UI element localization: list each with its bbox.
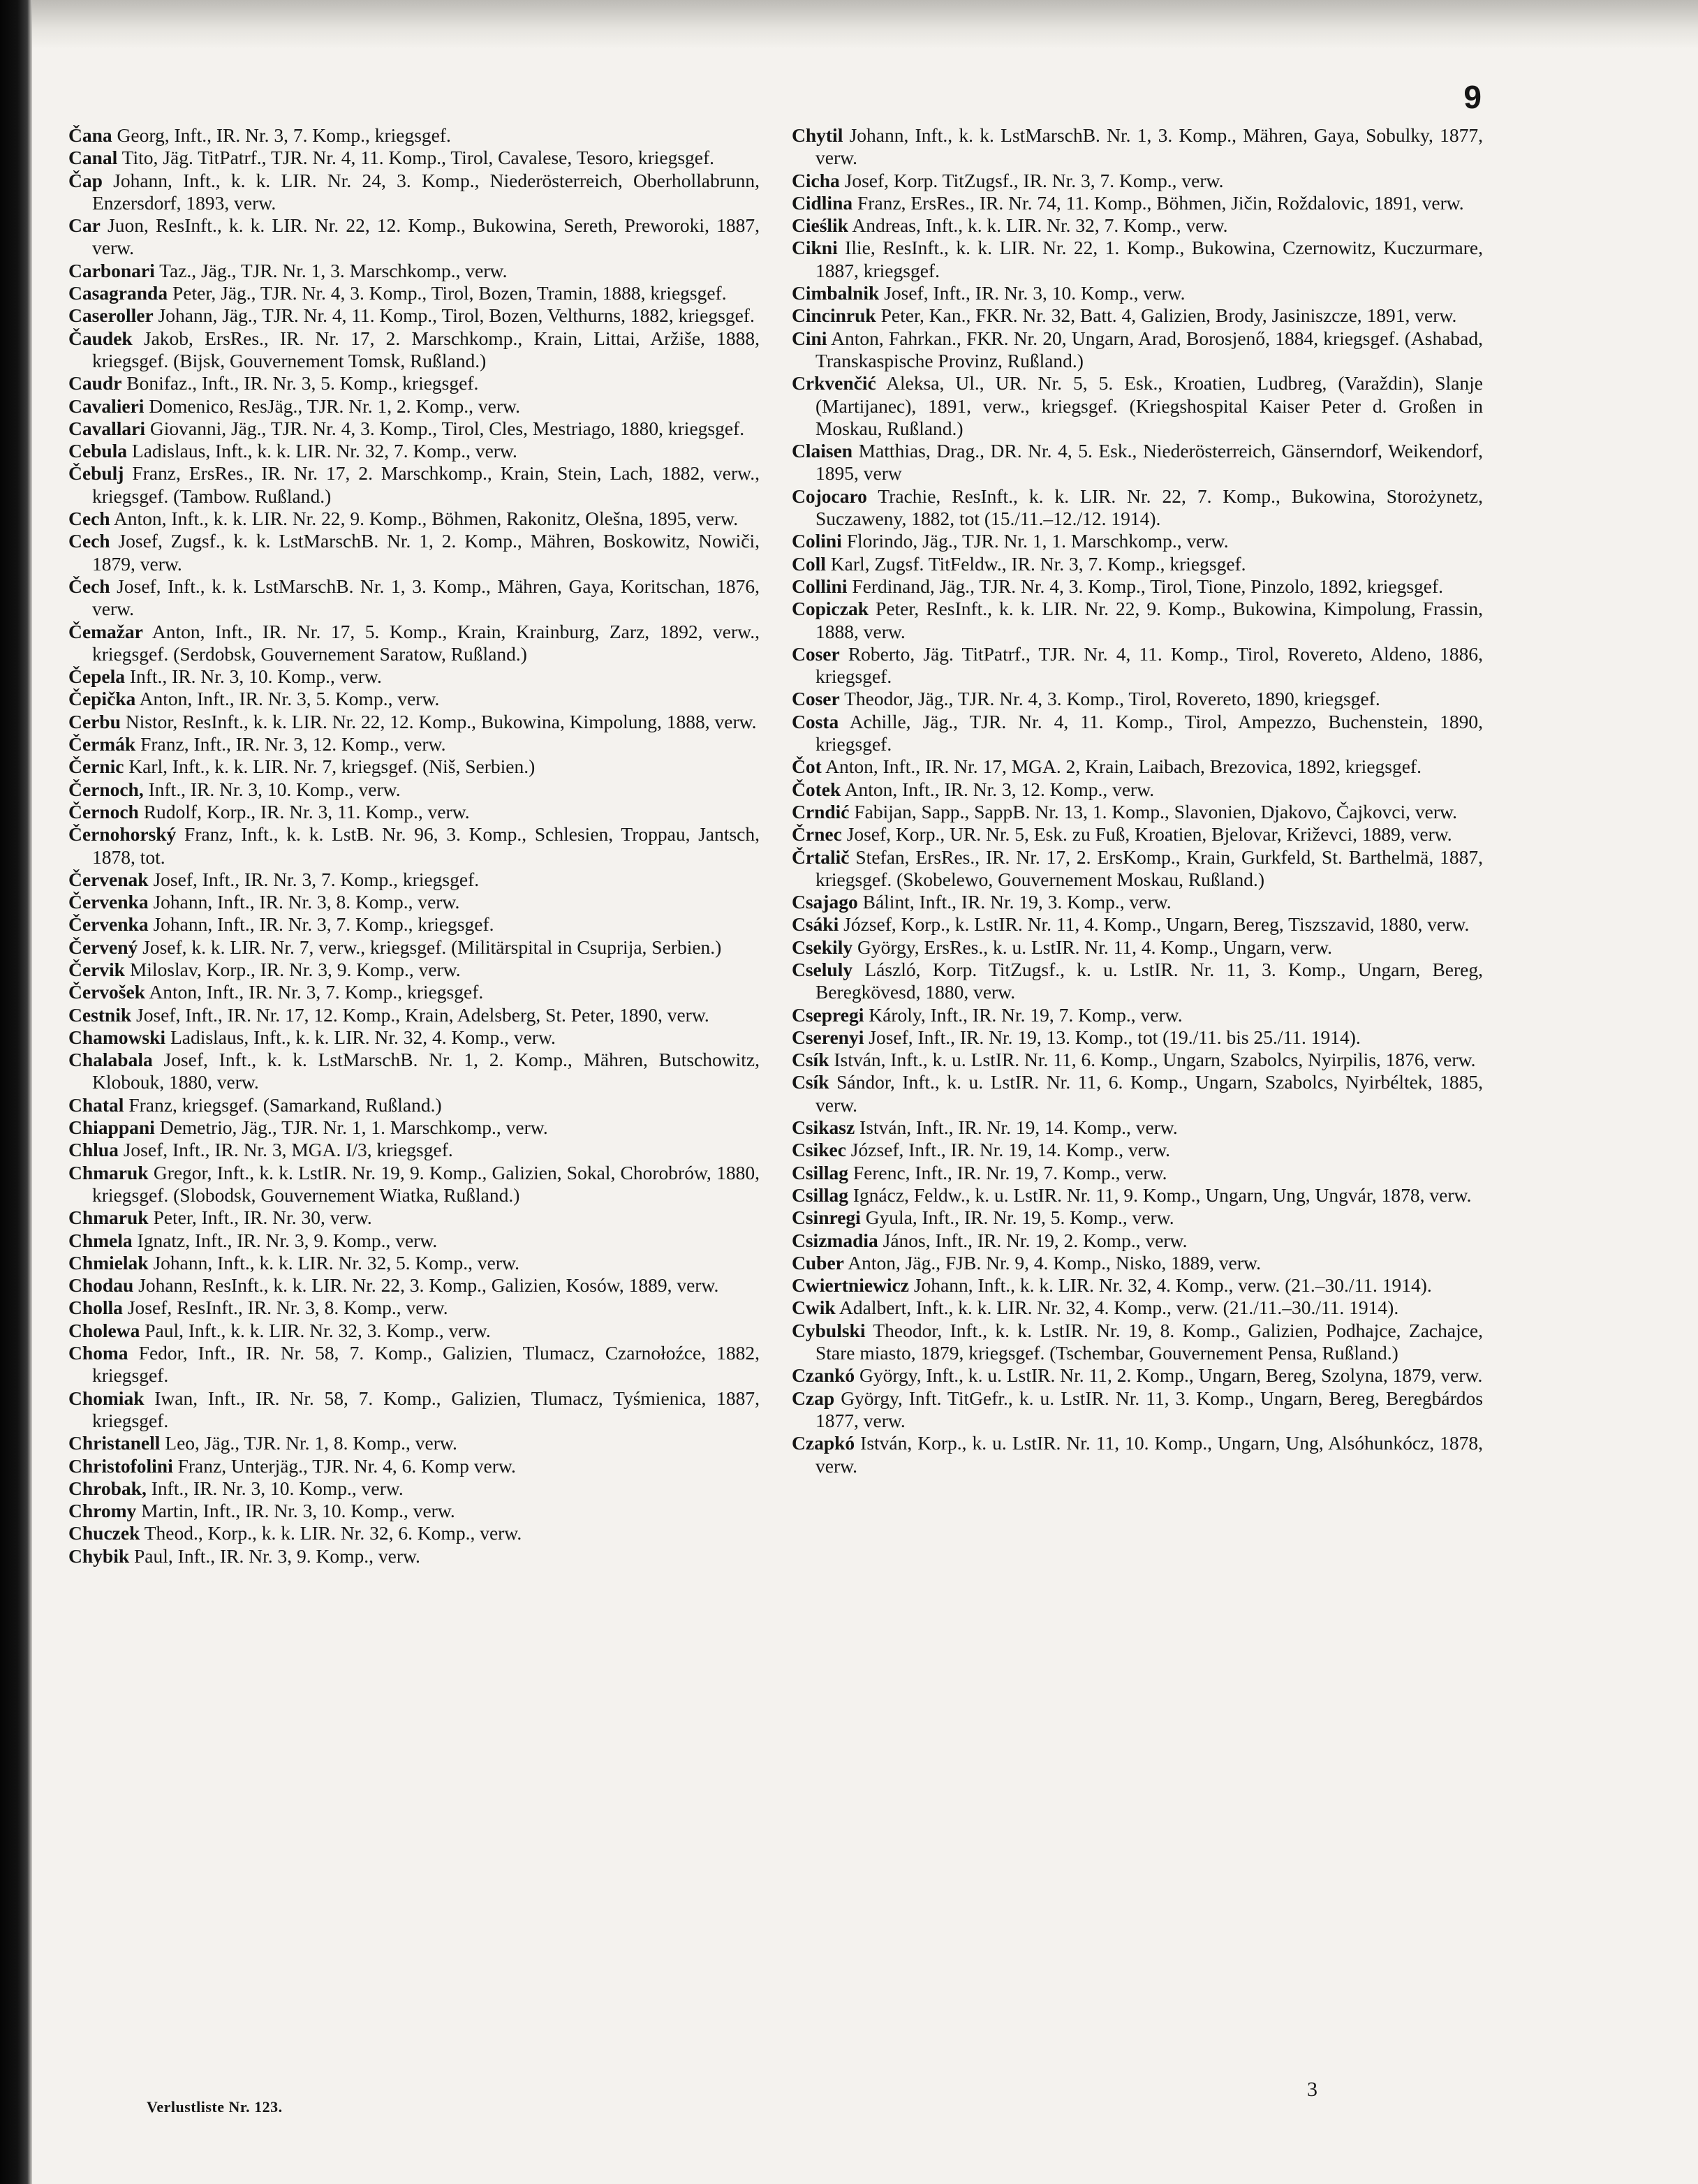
casualty-entry <box>792 688 1483 710</box>
casualty-entry <box>792 237 1483 282</box>
entry-surname: Caudr <box>68 372 122 394</box>
entry-surname: Červený <box>68 936 138 958</box>
casualty-entry <box>792 1252 1483 1274</box>
entry-surname: Csikec <box>792 1139 846 1161</box>
casualty-entry <box>68 1522 760 1544</box>
casualty-entry <box>792 1049 1483 1071</box>
casualty-entry <box>68 147 760 169</box>
footer-signature: 3 <box>1307 2078 1317 2101</box>
entry-surname: Čotek <box>792 778 841 800</box>
entry-surname: Črnec <box>792 823 842 846</box>
casualty-entry <box>68 801 760 823</box>
casualty-entry <box>68 260 760 282</box>
entry-surname: Csizmadia <box>792 1229 878 1251</box>
casualty-entry <box>68 124 760 147</box>
casualty-entry <box>68 1342 760 1387</box>
entry-details: Fabijan, Sapp., SappB. Nr. 13, 1. Komp., Slavonien, Djakovo, Čajkovci, verw. <box>849 800 1457 822</box>
entry-details: István, Inft., IR. Nr. 19, 14. Komp., verw. <box>855 1116 1178 1139</box>
casualty-entry <box>792 711 1483 756</box>
entry-surname: Chmela <box>68 1229 133 1251</box>
casualty-entry <box>792 1207 1483 1229</box>
entry-surname: Čech <box>68 575 110 597</box>
casualty-entry <box>792 124 1483 170</box>
casualty-entry <box>68 214 760 260</box>
entry-details: Johann, Inft., k. k. LIR. Nr. 32, 5. Komp., verw. <box>148 1251 519 1274</box>
casualty-entry <box>792 1387 1483 1433</box>
casualty-entry <box>68 891 760 913</box>
entry-details: Andreas, Inft., k. k. LIR. Nr. 32, 7. Komp., verw. <box>848 214 1228 237</box>
entry-details: Rudolf, Korp., IR. Nr. 3, 11. Komp., verw. <box>138 800 470 822</box>
entry-surname: Cieślik <box>792 214 848 237</box>
entry-details: Martin, Inft., IR. Nr. 3, 10. Komp., verw. <box>136 1500 455 1522</box>
entry-surname: Chomiak <box>68 1387 145 1409</box>
entry-surname: Čaudek <box>68 327 133 349</box>
entry-surname: Coll <box>792 552 826 575</box>
casualty-entry <box>792 1071 1483 1116</box>
casualty-entry <box>792 170 1483 192</box>
entry-surname: Chlua <box>68 1139 119 1161</box>
entry-details: Aleksa, Ul., UR. Nr. 5, 5. Esk., Kroatien, Ludbreg, (Varaždin), Slanje (Martijanec), 1891, verw., kriegsgef. (Kriegshospital Kaiser Peter d. Großen in Moskau, Rußland.) <box>815 372 1483 439</box>
casualty-entry <box>792 598 1483 643</box>
entry-details: Gyula, Inft., IR. Nr. 19, 5. Komp., verw. <box>860 1207 1174 1229</box>
entry-details: Paul, Inft., k. k. LIR. Nr. 32, 3. Komp., verw. <box>140 1319 491 1341</box>
entry-details: Stefan, ErsRes., IR. Nr. 17, 2. ErsKomp., Krain, Gurkfeld, St. Barthelmä, 1887, kriegsgef. (Skobelewo, Gouvernement Moskau, Rußland.) <box>815 846 1483 890</box>
entry-details: Peter, Kan., FKR. Nr. 32, Batt. 4, Galizien, Brody, Jasiniszcze, 1891, verw. <box>876 304 1457 327</box>
entry-surname: Caseroller <box>68 304 154 327</box>
entry-surname: Cestnik <box>68 1003 132 1026</box>
scan-dark-edge <box>0 0 32 2184</box>
casualty-entry <box>68 440 760 462</box>
entry-surname: Černic <box>68 755 124 778</box>
casualty-entry <box>792 1274 1483 1297</box>
entry-details: Johann, ResInft., k. k. LIR. Nr. 22, 3. Komp., Galizien, Kosów, 1889, verw. <box>133 1274 719 1297</box>
entry-details: József, Korp., k. LstIR. Nr. 11, 4. Komp., Ungarn, Bereg, Tiszszavid, 1880, verw. <box>839 913 1470 936</box>
entry-details: Taz., Jäg., TJR. Nr. 1, 3. Marschkomp., verw. <box>154 259 508 281</box>
entry-details: Johann, Inft., k. k. LIR. Nr. 24, 3. Komp., Niederösterreich, Oberhollabrunn, Enzersdorf, 1893, verw. <box>92 169 760 214</box>
entry-surname: Csepregi <box>792 1003 864 1026</box>
entry-surname: Čebulj <box>68 462 124 485</box>
entry-details: Károly, Inft., IR. Nr. 19, 7. Komp., verw. <box>864 1003 1183 1026</box>
casualty-entry <box>792 959 1483 1004</box>
entry-surname: Čemažar <box>68 620 143 642</box>
entry-surname: Cwik <box>792 1297 836 1319</box>
entry-details: Georg, Inft., IR. Nr. 3, 7. Komp., kriegsgef. <box>112 124 451 146</box>
entry-details: Franz, kriegsgef. (Samarkand, Rußland.) <box>124 1093 442 1116</box>
entry-details: Peter, Jäg., TJR. Nr. 4, 3. Komp., Tirol, Bozen, Tramin, 1888, kriegsgef. <box>168 282 727 304</box>
casualty-entry <box>68 1274 760 1297</box>
entry-surname: Crndić <box>792 800 850 822</box>
casualty-entry <box>68 823 760 869</box>
entry-details: Karl, Inft., k. k. LIR. Nr. 7, kriegsgef. (Niš, Serbien.) <box>124 755 536 778</box>
entry-details: Johann, Inft., IR. Nr. 3, 8. Komp., verw. <box>148 891 460 913</box>
entry-details: Josef, Zugsf., k. k. LstMarschB. Nr. 1, 2. Komp., Mähren, Boskowitz, Nowiči, 1879, verw. <box>92 530 760 575</box>
casualty-entry <box>792 891 1483 913</box>
entry-details: Franz, Inft., k. k. LstB. Nr. 96, 3. Komp., Schlesien, Troppau, Jantsch, 1878, tot. <box>92 823 760 868</box>
entry-surname: Casagranda <box>68 282 168 304</box>
entry-details: Ilie, ResInft., k. k. LIR. Nr. 22, 1. Komp., Bukowina, Czernowitz, Kuczurmare, 1887, kriegsgef. <box>815 237 1483 281</box>
entry-surname: Chrobak, <box>68 1477 147 1499</box>
casualty-entry <box>68 1252 760 1274</box>
entry-details: Anton, Inft., IR. Nr. 3, 5. Komp., verw. <box>135 688 440 710</box>
entry-surname: Chybik <box>68 1544 130 1567</box>
entry-details: Gregor, Inft., k. k. LstIR. Nr. 19, 9. Komp., Galizien, Sokal, Chorobrów, 1880, kriegsgef. (Slobodsk, Gouvernement Wiatka, Rußland.) <box>92 1161 760 1206</box>
entry-details: Inft., IR. Nr. 3, 10. Komp., verw. <box>124 665 382 688</box>
casualty-entry <box>68 621 760 666</box>
casualty-entry <box>68 327 760 373</box>
entry-surname: Chmielak <box>68 1251 149 1274</box>
scan-top-shadow <box>32 0 1698 49</box>
footer-list-number: Verlustliste Nr. 123. <box>147 2098 283 2116</box>
casualty-entry <box>68 170 760 215</box>
entry-details: Leo, Jäg., TJR. Nr. 1, 8. Komp., verw. <box>160 1432 457 1454</box>
casualty-entry <box>68 1500 760 1522</box>
entry-details: József, Inft., IR. Nr. 19, 14. Komp., verw. <box>846 1139 1171 1161</box>
entry-details: Iwan, Inft., IR. Nr. 58, 7. Komp., Galizien, Tlumacz, Tyśmienica, 1887, kriegsgef. <box>92 1387 760 1431</box>
casualty-entry <box>792 304 1483 327</box>
entry-surname: Červik <box>68 958 125 980</box>
casualty-entry <box>68 1545 760 1567</box>
casualty-entry <box>68 575 760 621</box>
entry-details: Paul, Inft., IR. Nr. 3, 9. Komp., verw. <box>129 1544 420 1567</box>
entry-details: Franz, ErsRes., IR. Nr. 17, 2. Marschkomp., Krain, Stein, Lach, 1882, verw., kriegsgef. (Tambow. Rußland.) <box>92 462 760 507</box>
entry-surname: Csík <box>792 1049 829 1071</box>
entry-details: István, Inft., k. u. LstIR. Nr. 11, 6. Komp., Ungarn, Szabolcs, Nyirpilis, 1876, verw. <box>829 1049 1476 1071</box>
casualty-entry <box>792 530 1483 552</box>
casualty-entry <box>792 936 1483 959</box>
entry-surname: Černohorský <box>68 823 177 846</box>
casualty-entry <box>68 1320 760 1342</box>
entry-details: Johann, Inft., k. k. LIR. Nr. 32, 4. Komp., verw. (21.–30./11. 1914). <box>908 1274 1432 1297</box>
casualty-entry <box>792 1026 1483 1049</box>
casualty-entry <box>68 304 760 327</box>
entry-surname: Canal <box>68 147 118 169</box>
entry-surname: Cebula <box>68 440 128 462</box>
entry-surname: Cincinruk <box>792 304 876 327</box>
casualty-entry <box>68 508 760 530</box>
entry-details: Ladislaus, Inft., k. k. LIR. Nr. 32, 4. Komp., verw. <box>165 1026 556 1048</box>
casualty-entry <box>792 214 1483 237</box>
casualty-entry <box>68 779 760 801</box>
casualty-entry <box>792 372 1483 440</box>
casualty-entry <box>792 1364 1483 1387</box>
entry-surname: Cerbu <box>68 710 121 732</box>
entry-surname: Collini <box>792 575 848 597</box>
entry-surname: Črtalič <box>792 846 850 868</box>
entry-surname: Coser <box>792 688 840 710</box>
entry-details: Adalbert, Inft., k. k. LIR. Nr. 32, 4. Komp., verw. (21./11.–30./11. 1914). <box>835 1297 1399 1319</box>
entry-surname: Cavallari <box>68 417 145 439</box>
casualty-entry <box>68 1387 760 1433</box>
casualty-entry <box>792 1320 1483 1365</box>
right-column <box>792 124 1483 1477</box>
entry-surname: Cini <box>792 327 827 349</box>
entry-details: Franz, Inft., IR. Nr. 3, 12. Komp., verw. <box>135 733 446 755</box>
entry-surname: Copiczak <box>792 598 869 620</box>
entry-surname: Cikni <box>792 237 838 259</box>
left-column <box>68 124 760 1567</box>
entry-details: Theod., Korp., k. k. LIR. Nr. 32, 6. Komp., verw. <box>140 1522 522 1544</box>
entry-surname: Chatal <box>68 1093 124 1116</box>
entry-details: Peter, Inft., IR. Nr. 30, verw. <box>148 1207 372 1229</box>
page-number: 9 <box>1463 79 1482 115</box>
entry-details: Anton, Inft., IR. Nr. 17, 5. Komp., Krain, Krainburg, Zarz, 1892, verw., kriegsgef. (Serdobsk, Gouvernement Saratow, Rußland.) <box>92 620 760 665</box>
entry-surname: Chamowski <box>68 1026 166 1048</box>
entry-details: Anton, Fahrkan., FKR. Nr. 20, Ungarn, Arad, Borosjenő, 1884, kriegsgef. (Ashabad, Transkaspische Provinz, Rußland.) <box>815 327 1483 371</box>
entry-surname: Csikasz <box>792 1116 855 1139</box>
entry-surname: Čepela <box>68 665 125 688</box>
entry-surname: Červenak <box>68 868 149 890</box>
entry-details: Karl, Zugsf. TitFeldw., IR. Nr. 3, 7. Komp., kriegsgef. <box>825 552 1246 575</box>
entry-details: Juon, ResInft., k. k. LIR. Nr. 22, 12. Komp., Bukowina, Sereth, Preworoki, 1887, verw. <box>92 214 760 259</box>
entry-details: Anton, Inft., IR. Nr. 3, 7. Komp., kriegsgef. <box>145 981 484 1003</box>
casualty-entry <box>68 1230 760 1252</box>
entry-details: Bálint, Inft., IR. Nr. 19, 3. Komp., verw. <box>857 891 1172 913</box>
casualty-entry <box>68 1004 760 1026</box>
entry-details: Tito, Jäg. TitPatrf., TJR. Nr. 4, 11. Komp., Tirol, Cavalese, Tesoro, kriegsgef. <box>117 147 715 169</box>
entry-surname: Chalabala <box>68 1049 153 1071</box>
entry-details: Franz, Unterjäg., TJR. Nr. 4, 6. Komp verw. <box>172 1454 516 1477</box>
entry-details: Inft., IR. Nr. 3, 10. Komp., verw. <box>143 778 401 800</box>
entry-surname: Colini <box>792 530 842 552</box>
casualty-entry <box>792 553 1483 575</box>
entry-details: Josef, Inft., IR. Nr. 3, MGA. I/3, kriegsgef. <box>118 1139 453 1161</box>
entry-surname: Cseluly <box>792 958 853 980</box>
entry-details: Johann, Inft., k. k. LstMarschB. Nr. 1, 3. Komp., Mähren, Gaya, Sobulky, 1877, verw. <box>815 124 1483 169</box>
entry-details: Ignatz, Inft., IR. Nr. 3, 9. Komp., verw. <box>132 1229 438 1251</box>
entry-surname: Csík <box>792 1071 829 1093</box>
casualty-entry <box>792 823 1483 846</box>
casualty-entry <box>792 327 1483 373</box>
entry-details: Matthias, Drag., DR. Nr. 4, 5. Esk., Niederösterreich, Gänserndorf, Weikendorf, 1895, verw <box>815 440 1483 485</box>
entry-details: Sándor, Inft., k. u. LstIR. Nr. 11, 6. Komp., Ungarn, Szabolcs, Nyirbéltek, 1885, verw. <box>815 1071 1483 1116</box>
entry-surname: Costa <box>792 710 839 732</box>
casualty-entry <box>792 913 1483 936</box>
entry-surname: Chmaruk <box>68 1207 149 1229</box>
entry-surname: Cavalieri <box>68 394 145 417</box>
entry-surname: Chodau <box>68 1274 134 1297</box>
entry-surname: Choma <box>68 1342 128 1364</box>
entry-surname: Chytil <box>792 124 843 146</box>
entry-surname: Chromy <box>68 1500 137 1522</box>
casualty-entry <box>68 981 760 1003</box>
casualty-entry <box>792 575 1483 598</box>
entry-surname: Csinregi <box>792 1207 861 1229</box>
casualty-entry <box>792 1184 1483 1207</box>
casualty-entry <box>792 643 1483 688</box>
entry-surname: Car <box>68 214 101 237</box>
entry-details: Bonifaz., Inft., IR. Nr. 3, 5. Komp., kriegsgef. <box>121 372 479 394</box>
casualty-entry <box>68 1094 760 1116</box>
entry-details: Anton, Inft., IR. Nr. 3, 12. Komp., verw. <box>841 778 1155 800</box>
casualty-entry <box>68 755 760 778</box>
entry-surname: Chuczek <box>68 1522 140 1544</box>
casualty-entry <box>792 192 1483 214</box>
entry-details: Anton, Jäg., FJB. Nr. 9, 4. Komp., Nisko, 1889, verw. <box>843 1251 1261 1274</box>
entry-surname: Carbonari <box>68 259 155 281</box>
entry-surname: Cicha <box>792 169 840 191</box>
entry-surname: Čepička <box>68 688 136 710</box>
casualty-entry <box>68 733 760 755</box>
entry-details: Johann, Inft., IR. Nr. 3, 7. Komp., kriegsgef. <box>148 913 494 936</box>
entry-details: Josef, Inft., IR. Nr. 3, 7. Komp., kriegsgef. <box>148 868 480 890</box>
entry-details: János, Inft., IR. Nr. 19, 2. Komp., verw. <box>878 1229 1188 1251</box>
entry-surname: Coser <box>792 642 840 665</box>
entry-details: Roberto, Jäg. TitPatrf., TJR. Nr. 4, 11. Komp., Tirol, Rovereto, Aldeno, 1886, kriegsgef. <box>815 642 1483 688</box>
entry-details: Josef, Korp. TitZugsf., IR. Nr. 3, 7. Komp., verw. <box>839 169 1224 191</box>
entry-details: Inft., IR. Nr. 3, 10. Komp., verw. <box>146 1477 404 1499</box>
casualty-entry <box>68 1432 760 1454</box>
casualty-entry <box>792 846 1483 892</box>
entry-surname: Christofolini <box>68 1454 173 1477</box>
entry-surname: Cuber <box>792 1251 844 1274</box>
entry-surname: Chmaruk <box>68 1161 149 1183</box>
casualty-entry <box>68 1116 760 1139</box>
casualty-entry <box>68 1207 760 1229</box>
entry-surname: Csáki <box>792 913 839 936</box>
casualty-entry <box>792 1116 1483 1139</box>
entry-surname: Christanell <box>68 1432 161 1454</box>
entry-surname: Černoch, <box>68 778 144 800</box>
entry-details: Giovanni, Jäg., TJR. Nr. 4, 3. Komp., Tirol, Cles, Mestriago, 1880, kriegsgef. <box>145 417 745 439</box>
casualty-entry <box>68 1477 760 1500</box>
entry-details: Anton, Inft., k. k. LIR. Nr. 22, 9. Komp., Böhmen, Rakonitz, Olešna, 1895, verw. <box>110 508 739 530</box>
entry-details: Ladislaus, Inft., k. k. LIR. Nr. 32, 7. Komp., verw. <box>127 440 517 462</box>
entry-details: Josef, Inft., k. k. LstMarschB. Nr. 1, 3. Komp., Mähren, Gaya, Koritschan, 1876, verw. <box>92 575 760 620</box>
entry-surname: Chiappani <box>68 1116 155 1139</box>
entry-details: Josef, Inft., IR. Nr. 3, 10. Komp., verw. <box>879 282 1186 304</box>
casualty-entry <box>792 779 1483 801</box>
entry-details: Josef, Korp., UR. Nr. 5, Esk. zu Fuß, Kroatien, Bjelovar, Križevci, 1889, verw. <box>841 823 1452 846</box>
entry-surname: Cholla <box>68 1297 123 1319</box>
entry-details: Domenico, ResJäg., TJR. Nr. 1, 2. Komp., verw. <box>144 394 520 417</box>
entry-surname: Červenka <box>68 891 149 913</box>
entry-details: Jakob, ErsRes., IR. Nr. 17, 2. Marschkomp., Krain, Littai, Aržiše, 1888, kriegsgef. (Bijsk, Gouvernement Tomsk, Rußland.) <box>92 327 760 371</box>
entry-details: György, Inft., k. u. LstIR. Nr. 11, 2. Komp., Ungarn, Bereg, Szolyna, 1879, verw. <box>855 1364 1483 1387</box>
entry-details: Josef, Inft., k. k. LstMarschB. Nr. 1, 2. Komp., Mähren, Butschowitz, Klobouk, 1880, verw. <box>92 1049 760 1093</box>
casualty-entry <box>792 282 1483 304</box>
entry-surname: Csillag <box>792 1161 848 1183</box>
entry-details: Miloslav, Korp., IR. Nr. 3, 9. Komp., verw. <box>124 958 461 980</box>
entry-surname: Cwiertniewicz <box>792 1274 909 1297</box>
entry-details: Johann, Jäg., TJR. Nr. 4, 11. Komp., Tirol, Bozen, Velthurns, 1882, kriegsgef. <box>153 304 755 327</box>
entry-surname: Claisen <box>792 440 853 462</box>
entry-details: Demetrio, Jäg., TJR. Nr. 1, 1. Marschkomp., verw. <box>154 1116 548 1139</box>
casualty-entry <box>792 755 1483 778</box>
entry-surname: Cybulski <box>792 1319 866 1341</box>
entry-details: László, Korp. TitZugsf., k. u. LstIR. Nr. 11, 3. Komp., Ungarn, Bereg, Beregkövesd, 1880, verw. <box>815 958 1483 1003</box>
casualty-entry <box>68 372 760 394</box>
casualty-entry <box>792 1432 1483 1477</box>
casualty-entry <box>68 959 760 981</box>
entry-surname: Čana <box>68 124 112 146</box>
entry-surname: Csillag <box>792 1183 848 1206</box>
entry-details: Josef, ResInft., IR. Nr. 3, 8. Komp., verw. <box>122 1297 448 1319</box>
casualty-entry <box>68 688 760 710</box>
entry-surname: Cholewa <box>68 1319 140 1341</box>
casualty-entry <box>68 462 760 508</box>
entry-surname: Crkvenčić <box>792 372 876 394</box>
entry-details: Josef, Inft., IR. Nr. 19, 13. Komp., tot (19./11. bis 25./11. 1914). <box>864 1026 1361 1048</box>
entry-surname: Czapkó <box>792 1432 855 1454</box>
casualty-entry <box>68 869 760 891</box>
entry-details: Fedor, Inft., IR. Nr. 58, 7. Komp., Galizien, Tlumacz, Czarnołoźce, 1882, kriegsgef. <box>92 1342 760 1387</box>
entry-surname: Cojocaro <box>792 485 867 507</box>
entry-details: Florindo, Jäg., TJR. Nr. 1, 1. Marschkomp., verw. <box>841 530 1229 552</box>
casualty-entry <box>68 665 760 688</box>
entry-details: Josef, Inft., IR. Nr. 17, 12. Komp., Krain, Adelsberg, St. Peter, 1890, verw. <box>131 1003 709 1026</box>
entry-details: Achille, Jäg., TJR. Nr. 4, 11. Komp., Tirol, Ampezzo, Buchenstein, 1890, kriegsgef. <box>815 710 1483 755</box>
casualty-entry <box>792 1162 1483 1184</box>
casualty-entry <box>792 485 1483 531</box>
entry-surname: Csajago <box>792 891 858 913</box>
casualty-entry <box>68 913 760 936</box>
casualty-entry <box>68 1297 760 1319</box>
entry-surname: Cech <box>68 530 110 552</box>
casualty-entry <box>68 1139 760 1161</box>
entry-details: Theodor, Inft., k. k. LstIR. Nr. 19, 8. Komp., Galizien, Podhajce, Zachajce, Stare miasto, 1879, kriegsgef. (Tschembar, Gouvernement Pensa, Rußland.) <box>815 1319 1483 1364</box>
entry-details: István, Korp., k. u. LstIR. Nr. 11, 10. Komp., Ungarn, Ung, Alsóhunkócz, 1878, verw. <box>815 1432 1483 1477</box>
entry-details: Ferdinand, Jäg., TJR. Nr. 4, 3. Komp., Tirol, Tione, Pinzolo, 1892, kriegsgef. <box>847 575 1444 597</box>
entry-surname: Černoch <box>68 800 139 822</box>
entry-surname: Čermák <box>68 733 136 755</box>
casualty-entry <box>792 1004 1483 1026</box>
entry-details: Ferenc, Inft., IR. Nr. 19, 7. Komp., verw. <box>848 1161 1167 1183</box>
entry-details: György, Inft. TitGefr., k. u. LstIR. Nr. 11, 3. Komp., Ungarn, Bereg, Beregbárdos 1877, verw. <box>815 1387 1483 1431</box>
entry-surname: Csekily <box>792 936 853 958</box>
casualty-entry <box>792 1297 1483 1319</box>
entry-surname: Czankó <box>792 1364 855 1387</box>
casualty-entry <box>68 1455 760 1477</box>
entry-details: Anton, Inft., IR. Nr. 17, MGA. 2, Krain, Laibach, Brezovica, 1892, kriegsgef. <box>821 755 1422 778</box>
casualty-entry <box>792 801 1483 823</box>
casualty-entry <box>68 418 760 440</box>
casualty-entry <box>792 440 1483 485</box>
entry-details: Franz, ErsRes., IR. Nr. 74, 11. Komp., Böhmen, Jičin, Roždalovic, 1891, verw. <box>852 191 1464 214</box>
entry-details: Peter, ResInft., k. k. LIR. Nr. 22, 9. Komp., Bukowina, Kimpolung, Frassin, 1888, verw. <box>815 598 1483 642</box>
casualty-entry <box>68 1049 760 1094</box>
casualty-entry <box>68 936 760 959</box>
casualty-entry <box>792 1230 1483 1252</box>
entry-surname: Cserenyi <box>792 1026 864 1048</box>
casualty-entry <box>68 1026 760 1049</box>
entry-surname: Čot <box>792 755 822 778</box>
entry-surname: Cimbalnik <box>792 282 880 304</box>
entry-surname: Červošek <box>68 981 145 1003</box>
entry-surname: Čap <box>68 169 103 191</box>
casualty-entry <box>68 711 760 733</box>
entry-details: Josef, k. k. LIR. Nr. 7, verw., kriegsgef. (Militärspital in Csuprija, Serbien.) <box>138 936 722 958</box>
entry-surname: Cech <box>68 508 110 530</box>
casualty-entry <box>68 530 760 575</box>
entry-surname: Červenka <box>68 913 149 936</box>
entry-details: Trachie, ResInft., k. k. LIR. Nr. 22, 7. Komp., Bukowina, Storożynetz, Suczaweny, 1882, tot (15./11.–12./12. 1914). <box>815 485 1483 530</box>
entry-surname: Czap <box>792 1387 835 1409</box>
entry-surname: Cidlina <box>792 191 853 214</box>
entry-details: Ignácz, Feldw., k. u. LstIR. Nr. 11, 9. Komp., Ungarn, Ung, Ungvár, 1878, verw. <box>848 1183 1472 1206</box>
casualty-entry <box>68 1162 760 1207</box>
casualty-entry <box>68 282 760 304</box>
entry-details: Nistor, ResInft., k. k. LIR. Nr. 22, 12. Komp., Bukowina, Kimpolung, 1888, verw. <box>120 710 757 732</box>
entry-details: György, ErsRes., k. u. LstIR. Nr. 11, 4. Komp., Ungarn, verw. <box>852 936 1333 958</box>
casualty-entry <box>792 1139 1483 1161</box>
casualty-entry <box>68 395 760 418</box>
entry-details: Theodor, Jäg., TJR. Nr. 4, 3. Komp., Tirol, Rovereto, 1890, kriegsgef. <box>839 688 1380 710</box>
